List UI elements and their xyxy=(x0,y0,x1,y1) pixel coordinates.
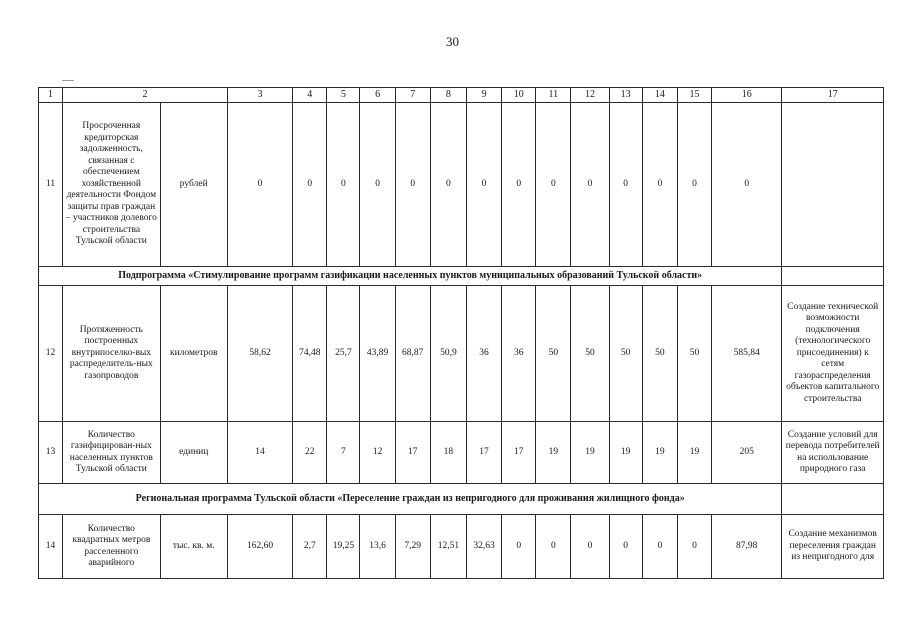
page-number: 30 xyxy=(446,34,459,49)
value-cell: 0 xyxy=(609,103,642,267)
value-cell: 0 xyxy=(502,515,536,579)
header-cell: 7 xyxy=(395,88,430,103)
value-cell: 22 xyxy=(293,422,327,484)
value-cell: 19,25 xyxy=(327,515,360,579)
value-cell: 25,7 xyxy=(327,286,360,422)
unit-cell: рублей xyxy=(160,103,227,267)
row-number: 11 xyxy=(39,103,63,267)
table-row xyxy=(39,422,884,484)
table-row xyxy=(39,286,884,422)
subprogram-note-empty xyxy=(782,484,884,515)
header-cell: 2 xyxy=(63,88,228,103)
indicator-name: Количество квадратных метров расселенного аварийного xyxy=(63,515,160,579)
indicators-table xyxy=(38,87,884,579)
unit-cell: единиц xyxy=(160,422,227,484)
header-cell: 16 xyxy=(712,88,782,103)
header-cell: 4 xyxy=(293,88,327,103)
value-cell: 74,48 xyxy=(293,286,327,422)
note-cell: Создание условий для перевода потребителей на использование природного газа xyxy=(782,422,884,484)
value-cell: 50,9 xyxy=(430,286,466,422)
value-cell: 0 xyxy=(327,103,360,267)
value-cell: 0 xyxy=(712,103,782,267)
value-cell: 162,60 xyxy=(227,515,292,579)
header-cell: 6 xyxy=(360,88,395,103)
subprogram-row xyxy=(39,484,884,515)
value-cell: 12 xyxy=(360,422,395,484)
table-row xyxy=(39,103,884,267)
value-cell: 0 xyxy=(642,515,677,579)
header-cell: 10 xyxy=(502,88,536,103)
table-row xyxy=(39,515,884,579)
value-cell: 50 xyxy=(536,286,571,422)
value-cell: 36 xyxy=(502,286,536,422)
value-cell: 17 xyxy=(502,422,536,484)
value-cell: 19 xyxy=(571,422,609,484)
indicator-name: Количество газифицирован-ных населенных пунктов Тульской области xyxy=(63,422,160,484)
value-cell: 68,87 xyxy=(395,286,430,422)
value-cell: 19 xyxy=(536,422,571,484)
value-cell: 43,89 xyxy=(360,286,395,422)
value-cell: 19 xyxy=(609,422,642,484)
value-cell: 2,7 xyxy=(293,515,327,579)
note-cell: Создание механизмов переселения граждан из непригодного для xyxy=(782,515,884,579)
value-cell: 0 xyxy=(609,515,642,579)
value-cell: 0 xyxy=(536,103,571,267)
value-cell: 50 xyxy=(609,286,642,422)
header-cell: 11 xyxy=(536,88,571,103)
value-cell: 0 xyxy=(677,103,711,267)
value-cell: 58,62 xyxy=(227,286,292,422)
header-cell: 17 xyxy=(782,88,884,103)
value-cell: 32,63 xyxy=(466,515,501,579)
header-cell: 15 xyxy=(677,88,711,103)
header-cell: 13 xyxy=(609,88,642,103)
subprogram-title: Подпрограмма «Стимулирование программ газификации населенных пунктов муниципальных образований Тульской области» xyxy=(39,267,782,286)
value-cell: 36 xyxy=(466,286,501,422)
value-cell: 19 xyxy=(677,422,711,484)
value-cell: 50 xyxy=(642,286,677,422)
value-cell: 7 xyxy=(327,422,360,484)
value-cell: 50 xyxy=(571,286,609,422)
value-cell: 14 xyxy=(227,422,292,484)
note-cell xyxy=(782,103,884,267)
value-cell: 585,84 xyxy=(712,286,782,422)
value-cell: 17 xyxy=(395,422,430,484)
header-cell: 1 xyxy=(39,88,63,103)
subprogram-title: Региональная программа Тульской области «Переселение граждан из непригодного для проживания жилищного фонда» xyxy=(39,484,782,515)
unit-cell: километров xyxy=(160,286,227,422)
scan-mark xyxy=(62,80,74,81)
row-number: 12 xyxy=(39,286,63,422)
value-cell: 0 xyxy=(642,103,677,267)
value-cell: 0 xyxy=(571,103,609,267)
value-cell: 0 xyxy=(227,103,292,267)
header-cell: 5 xyxy=(327,88,360,103)
value-cell: 50 xyxy=(677,286,711,422)
value-cell: 87,98 xyxy=(712,515,782,579)
header-row xyxy=(39,88,884,103)
value-cell: 0 xyxy=(677,515,711,579)
subprogram-row xyxy=(39,267,884,286)
value-cell: 0 xyxy=(536,515,571,579)
value-cell: 13,6 xyxy=(360,515,395,579)
value-cell: 0 xyxy=(502,103,536,267)
indicator-name: Протяженность построенных внутрипоселко-вых распределитель-ных газопроводов xyxy=(63,286,160,422)
row-number: 14 xyxy=(39,515,63,579)
unit-cell: тыс. кв. м. xyxy=(160,515,227,579)
value-cell: 12,51 xyxy=(430,515,466,579)
value-cell: 0 xyxy=(293,103,327,267)
value-cell: 0 xyxy=(395,103,430,267)
value-cell: 17 xyxy=(466,422,501,484)
value-cell: 0 xyxy=(571,515,609,579)
header-cell: 14 xyxy=(642,88,677,103)
value-cell: 7,29 xyxy=(395,515,430,579)
header-cell: 9 xyxy=(466,88,501,103)
row-number: 13 xyxy=(39,422,63,484)
value-cell: 0 xyxy=(430,103,466,267)
header-cell: 8 xyxy=(430,88,466,103)
value-cell: 205 xyxy=(712,422,782,484)
value-cell: 18 xyxy=(430,422,466,484)
header-cell: 12 xyxy=(571,88,609,103)
header-cell: 3 xyxy=(227,88,292,103)
value-cell: 0 xyxy=(466,103,501,267)
value-cell: 19 xyxy=(642,422,677,484)
note-cell: Создание технической возможности подключения (технологического присоединения) к сетям газораспределения объектов капитального строительства xyxy=(782,286,884,422)
indicator-name: Просроченная кредиторская задолженность, связанная с обеспечением хозяйственной деятельности Фондом защиты прав граждан – участников долевого строительства Тульской области xyxy=(63,103,160,267)
subprogram-note-empty xyxy=(782,267,884,286)
value-cell: 0 xyxy=(360,103,395,267)
